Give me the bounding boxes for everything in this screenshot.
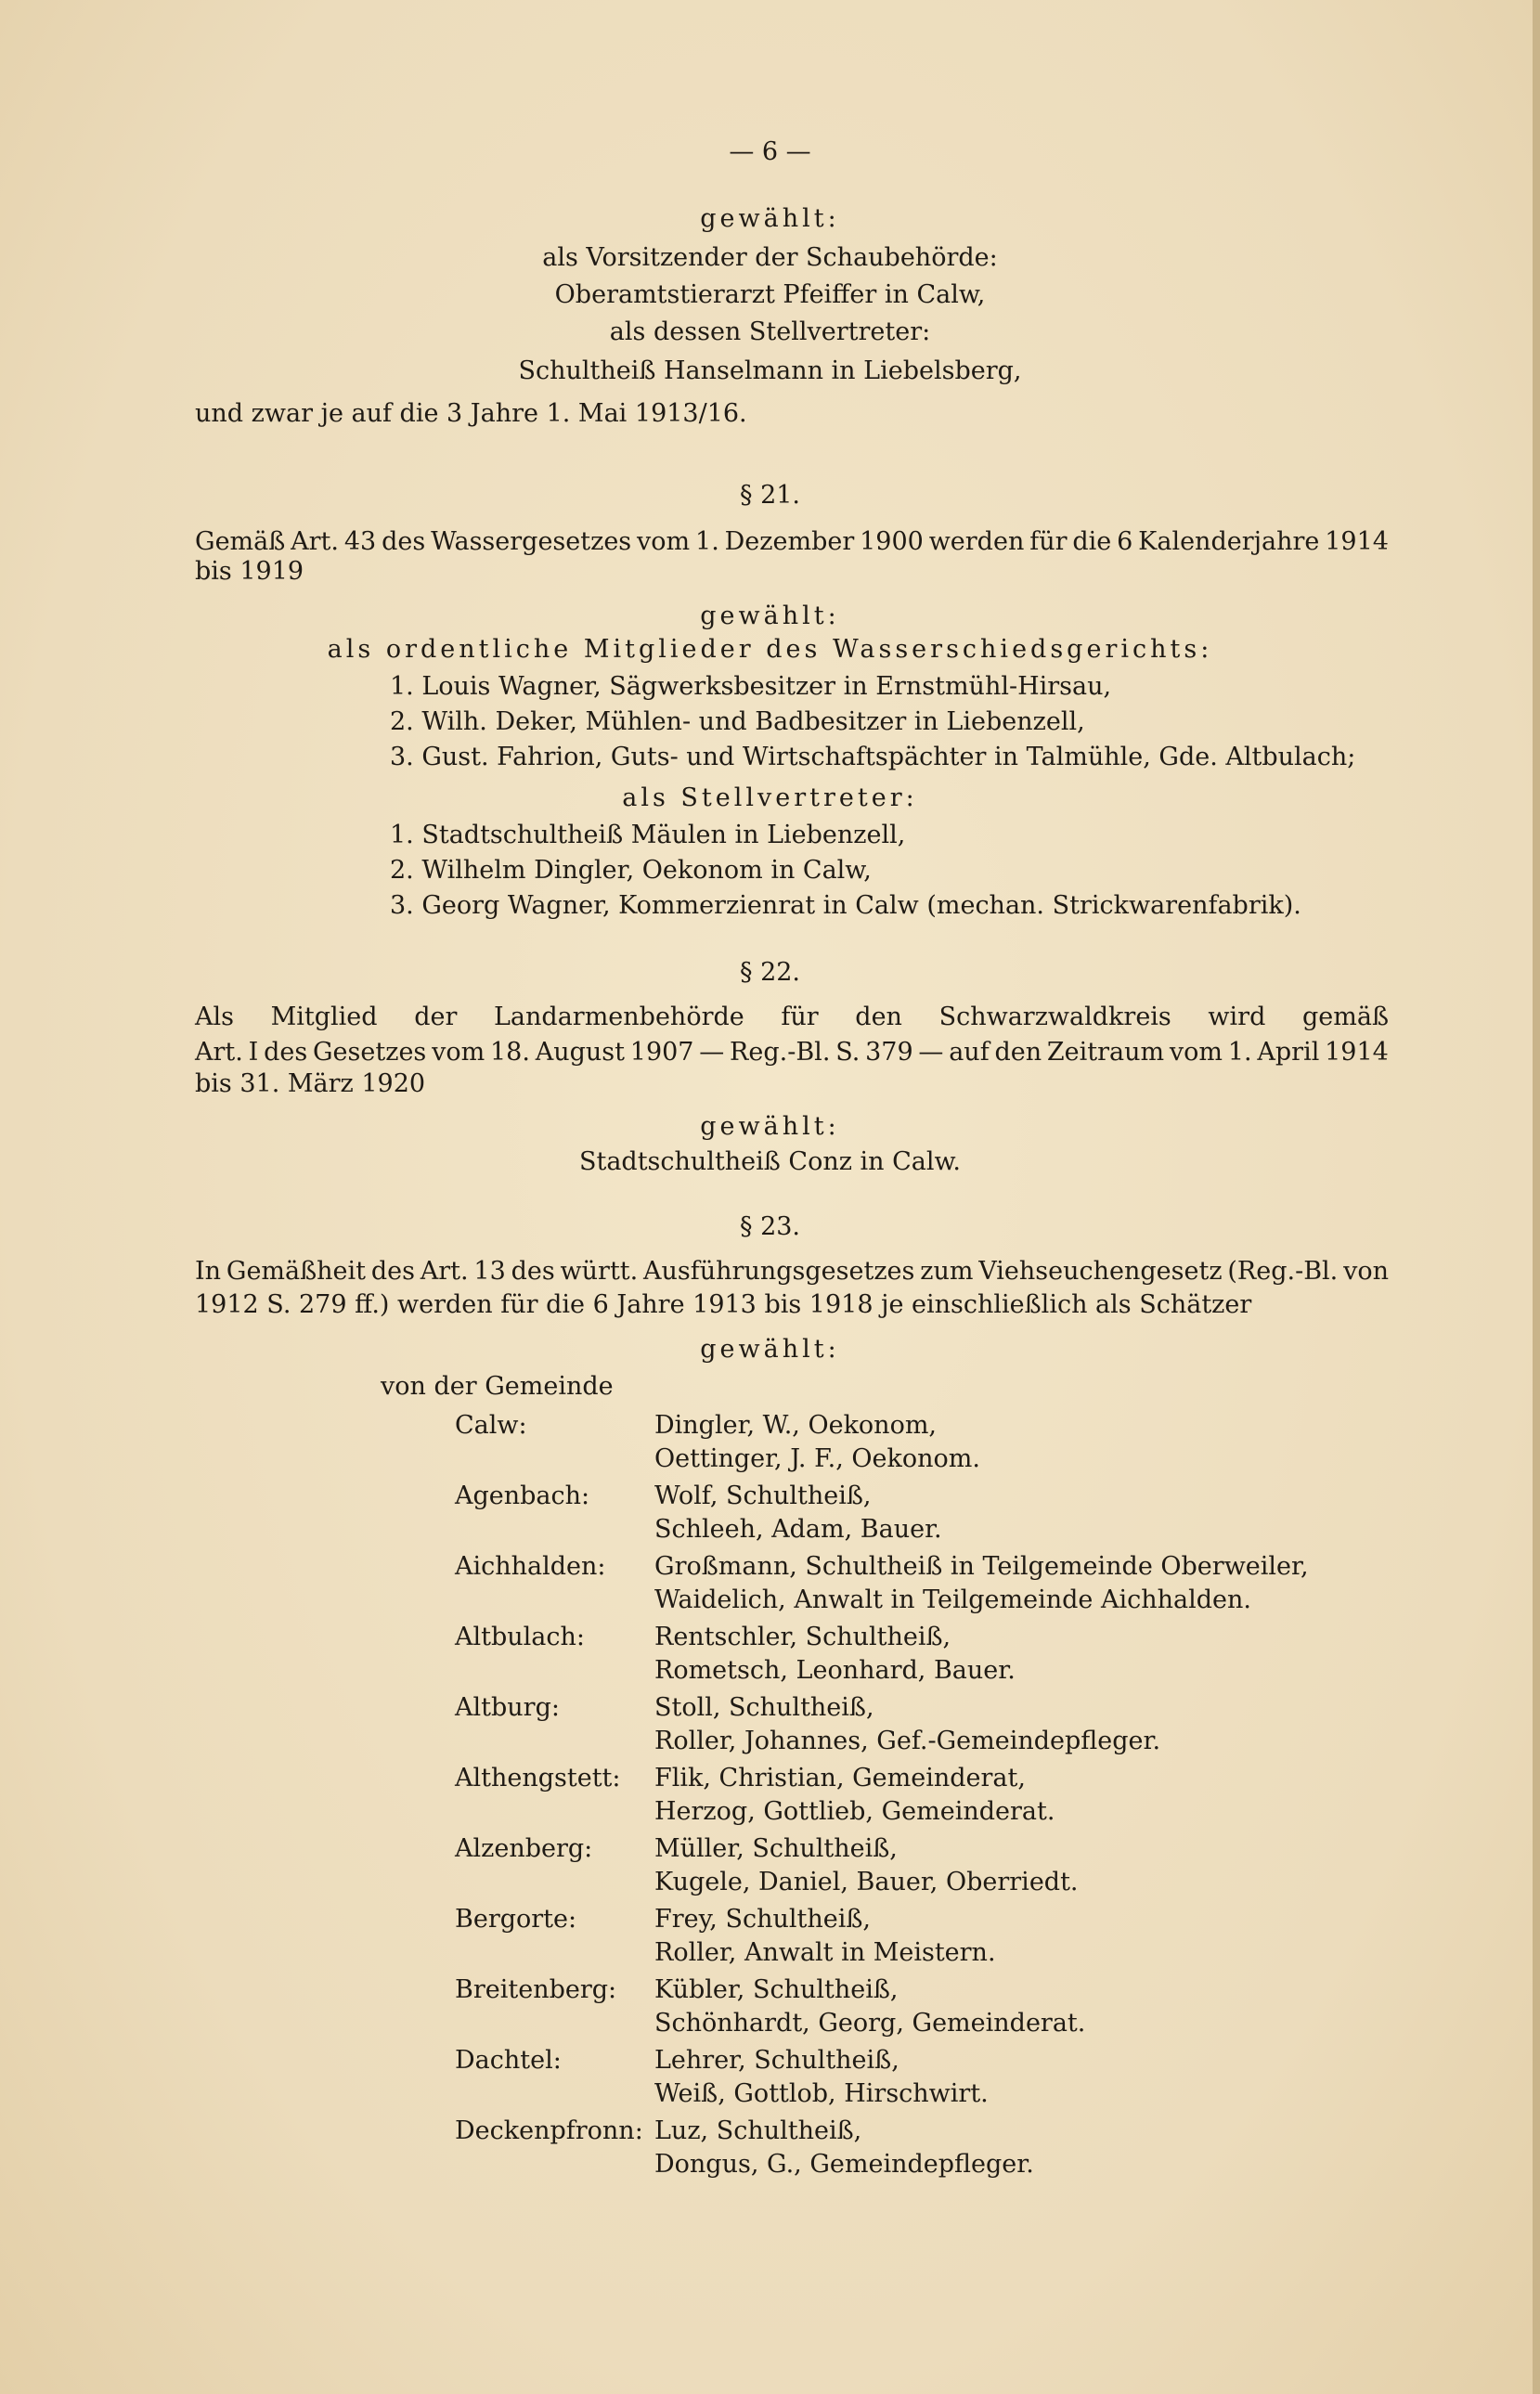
elected-label: gewählt: — [700, 602, 840, 630]
list-item: 1. Louis Wagner, Sägwerksbesitzer in Ernstmühl-Hirsau, — [390, 672, 1112, 701]
municipality-name: Breitenberg: — [455, 1975, 617, 2004]
appraiser: Lehrer, Schultheiß, — [654, 2046, 899, 2075]
paragraph-line: bis 31. März 1920 — [195, 1069, 426, 1098]
municipality-header: von der Gemeinde — [381, 1372, 614, 1401]
role-line: als dessen Stellvertreter: — [609, 317, 931, 346]
paragraph-line: Gemäß Art. 43 des Wassergesetzes vom 1. Dezember 1900 werden für die 6 Kalenderjahre 1914 — [195, 527, 1389, 556]
elected-label: gewählt: — [700, 1112, 840, 1141]
section-heading: § 22. — [739, 958, 801, 987]
appraiser: Schönhardt, Georg, Gemeinderat. — [654, 2009, 1086, 2038]
appraiser: Großmann, Schultheiß in Teilgemeinde Oberweiler, — [654, 1552, 1309, 1581]
appraiser: Dongus, G., Gemeindepfleger. — [654, 2150, 1034, 2179]
municipality-name: Deckenpfronn: — [455, 2116, 643, 2145]
elected-label: gewählt: — [700, 204, 840, 233]
paragraph-line: In Gemäßheit des Art. 13 des württ. Ausführungsgesetzes zum Viehseuchengesetz (Reg.-Bl. von — [195, 1257, 1389, 1286]
list-item: 2. Wilh. Deker, Mühlen- und Badbesitzer in Liebenzell, — [390, 707, 1085, 736]
municipality-name: Calw: — [455, 1411, 527, 1440]
appraiser: Roller, Johannes, Gef.-Gemeindepfleger. — [654, 1727, 1161, 1755]
appraiser: Weiß, Gottlob, Hirschwirt. — [654, 2079, 989, 2108]
paragraph-line: Art. I des Gesetzes vom 18. August 1907 — Reg.-Bl. S. 379 — auf den Zeitraum vom 1. April 1914 — [195, 1038, 1389, 1067]
municipality-name: Altbulach: — [455, 1623, 585, 1651]
appraiser: Schleeh, Adam, Bauer. — [654, 1515, 942, 1544]
municipality-name: Althengstett: — [455, 1764, 621, 1792]
appraiser: Kugele, Daniel, Bauer, Oberriedt. — [654, 1868, 1079, 1896]
municipality-name: Agenbach: — [455, 1482, 590, 1510]
elected-label: gewählt: — [700, 1335, 840, 1364]
list-item: 3. Gust. Fahrion, Guts- und Wirtschaftspächter in Talmühle, Gde. Altbulach; — [390, 743, 1356, 771]
appraiser: Oettinger, J. F., Oekonom. — [654, 1444, 980, 1473]
municipality-name: Bergorte: — [455, 1905, 577, 1934]
appraiser: Kübler, Schultheiß, — [654, 1975, 899, 2004]
municipality-name: Altburg: — [455, 1693, 560, 1722]
municipality-name: Dachtel: — [455, 2046, 562, 2075]
person-line: Oberamtstierarzt Pfeiffer in Calw, — [554, 280, 986, 309]
list-item: 1. Stadtschultheiß Mäulen in Liebenzell, — [390, 821, 906, 849]
person-line: Schultheiß Hanselmann in Liebelsberg, — [518, 356, 1022, 385]
appraiser: Rometsch, Leonhard, Bauer. — [654, 1656, 1016, 1685]
section-heading: § 21. — [739, 481, 801, 510]
appraiser: Wolf, Schultheiß, — [654, 1482, 872, 1510]
subheading: als Stellvertreter: — [622, 783, 918, 812]
municipality-name: Alzenberg: — [455, 1834, 593, 1863]
appraiser: Waidelich, Anwalt in Teilgemeinde Aichhalden. — [654, 1585, 1251, 1614]
term-line: und zwar je auf die 3 Jahre 1. Mai 1913/16. — [195, 399, 747, 428]
role-line: als Vorsitzender der Schaubehörde: — [542, 243, 998, 272]
appraiser: Herzog, Gottlieb, Gemeinderat. — [654, 1797, 1055, 1826]
appraiser: Stoll, Schultheiß, — [654, 1693, 874, 1722]
appraiser: Frey, Schultheiß, — [654, 1905, 871, 1934]
appraiser: Dingler, W., Oekonom, — [654, 1411, 938, 1440]
appraiser: Müller, Schultheiß, — [654, 1834, 898, 1863]
person-line: Stadtschultheiß Conz in Calw. — [578, 1147, 962, 1176]
subheading: als ordentliche Mitglieder des Wasserschiedsgerichts: — [327, 635, 1213, 664]
list-item: 3. Georg Wagner, Kommerzienrat in Calw (mechan. Strickwarenfabrik). — [390, 891, 1301, 920]
section-heading: § 23. — [739, 1212, 801, 1241]
appraiser: Flik, Christian, Gemeinderat, — [654, 1764, 1026, 1792]
paragraph-line: Als Mitglied der Landarmenbehörde für den Schwarzwaldkreis wird gemäß — [195, 1003, 1389, 1031]
appraiser: Rentschler, Schultheiß, — [654, 1623, 951, 1651]
page-number: — 6 — — [729, 137, 811, 166]
paragraph-line: bis 1919 — [195, 557, 304, 586]
appraiser: Roller, Anwalt in Meistern. — [654, 1938, 996, 1967]
paragraph-line: 1912 S. 279 ff.) werden für die 6 Jahre 1913 bis 1918 je einschließlich als Schätzer — [195, 1290, 1252, 1319]
list-item: 2. Wilhelm Dingler, Oekonom in Calw, — [390, 856, 872, 885]
appraiser: Luz, Schultheiß, — [654, 2116, 862, 2145]
municipality-name: Aichhalden: — [455, 1552, 606, 1581]
